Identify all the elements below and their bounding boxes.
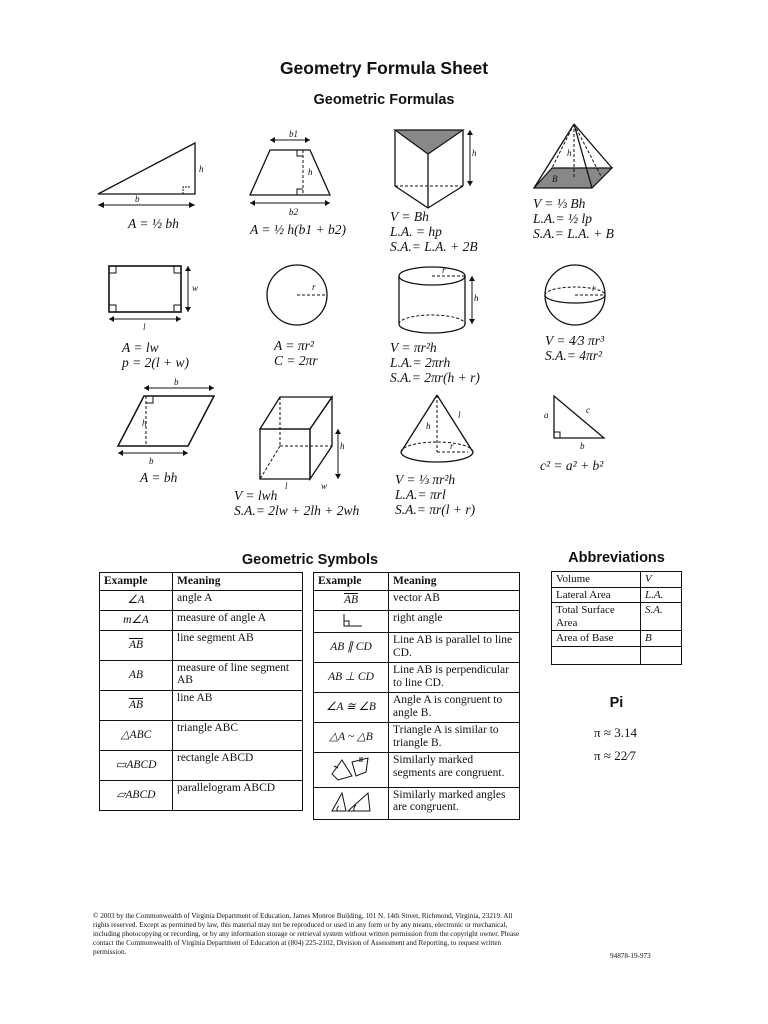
table-row <box>100 780 303 810</box>
abbr-value: V <box>641 572 682 588</box>
cone-figure <box>398 392 488 472</box>
trapezoid-formula-area: A = ½ h(b1 + b2) <box>250 222 346 237</box>
page-title: Geometry Formula Sheet <box>279 58 489 78</box>
pi-approx-decimal: π ≈ 3.14 <box>594 725 637 740</box>
symbol-meaning: line segment AB <box>173 630 303 660</box>
table-row <box>552 587 682 603</box>
symbol-meaning: rectangle ABCD <box>173 750 303 780</box>
box-formula-surface: S.A.= 2lw + 2lh + 2wh <box>234 503 360 518</box>
box-label-l: l <box>285 481 288 491</box>
cylinder-formula-lateral: L.A.= 2πrh <box>390 355 451 370</box>
symbol-example: $\overline{AB}$ <box>100 630 173 660</box>
symbol-example: $\overline{AB}$ <box>100 690 173 720</box>
table-row <box>314 693 520 723</box>
abbr-value <box>641 646 682 664</box>
symbol-example: ▭ABCD <box>100 750 173 780</box>
symbol-example: AB ⊥ CD <box>314 663 389 693</box>
table-row <box>100 610 303 630</box>
formulas-heading: Geometric Formulas <box>313 92 455 108</box>
copyright-notice: © 2003 by the Commonwealth of Virginia Department of Education, James Monroe Building, 101 N. 14th Street, Richmond, Virginia, 23219. All rights reserved. Except as permitted by law, this material may not be reproduced or used in any form or by any means, electronic or mechanical, including photocopying or recording, or by any information storage or retrieval system without written permission from the copyright owner. Please contact the Commonwealth of Virginia Department of Education at (804) 225-2102, Division of Assessment and Reporting, to request written permission. <box>93 912 520 956</box>
sphere-formulas <box>545 333 604 363</box>
col-example-header: Example <box>100 573 173 591</box>
rectangle-formula-area: A = lw <box>122 340 159 355</box>
abbreviations-heading: Abbreviations <box>568 550 665 566</box>
triangle-label-h: h <box>199 164 204 174</box>
circle-figure <box>264 262 334 332</box>
marked-angles-symbol <box>328 789 374 815</box>
col-meaning-header: Meaning <box>389 573 520 591</box>
abbr-value: B <box>641 631 682 647</box>
cylinder-figure <box>396 264 491 339</box>
table-row <box>314 787 520 820</box>
col-example-header: Example <box>314 573 389 591</box>
table-row <box>314 590 520 610</box>
sphere-formula-surface: S.A.= 4πr² <box>545 348 603 363</box>
cylinder-label-r: r <box>442 265 446 275</box>
symbols-table-left <box>99 572 303 811</box>
table-row <box>100 750 303 780</box>
table-row <box>552 572 682 588</box>
circle-formula-circumference: C = 2πr <box>274 353 318 368</box>
cone-label-r: r <box>450 441 454 451</box>
marked-segments-symbol <box>328 754 374 782</box>
symbol-example: △A ~ △B <box>314 723 389 753</box>
table-row <box>100 590 303 610</box>
symbol-example: $\overline{AB}$ <box>314 590 389 610</box>
table-row <box>552 646 682 664</box>
sphere-formula-volume: V = 4⁄3 πr³ <box>545 333 605 348</box>
right-angle-symbol <box>336 612 366 628</box>
trapezoid-formulas <box>250 222 346 237</box>
circle-label-r: r <box>312 282 316 292</box>
symbol-example: ∠A <box>100 590 173 610</box>
abbreviations-table <box>551 571 682 665</box>
trapezoid-label-b1: b1 <box>289 129 298 139</box>
right-triangle-label-c: c <box>586 405 590 415</box>
box-label-w: w <box>321 481 328 491</box>
pyramid-formulas <box>533 196 614 241</box>
triangle-figure <box>95 140 215 215</box>
marked-angles-icon <box>314 787 389 820</box>
pyramid-label-h: h <box>567 148 572 158</box>
right-triangle-figure <box>540 392 620 452</box>
table-row <box>552 603 682 631</box>
pi-approx-fraction: π ≈ 22⁄7 <box>594 748 636 763</box>
cylinder-formula-volume: V = πr²h <box>390 340 437 355</box>
box-formulas <box>234 488 359 518</box>
box-label-h: h <box>340 441 345 451</box>
symbols-table-right <box>313 572 520 820</box>
table-row <box>314 753 520 788</box>
right-triangle-formulas <box>540 458 603 473</box>
symbol-meaning: parallelogram ABCD <box>173 780 303 810</box>
box-figure <box>255 394 365 490</box>
symbol-meaning: angle A <box>173 590 303 610</box>
pi-heading: Pi <box>609 695 624 711</box>
right-triangle-label-a: a <box>544 410 549 420</box>
symbol-example: ∠A ≅ ∠B <box>314 693 389 723</box>
rectangle-label-w: w <box>192 283 199 293</box>
parallelogram-figure <box>116 376 226 466</box>
symbol-example: ▱ABCD <box>100 780 173 810</box>
table-header-row <box>314 573 520 591</box>
right-triangle-label-b: b <box>580 441 585 451</box>
cone-formula-volume: V = ⅓ πr²h <box>395 472 456 487</box>
symbol-meaning: Triangle A is similar to triangle B. <box>389 723 520 753</box>
prism-formula-volume: V = Bh <box>390 209 429 224</box>
table-row <box>314 663 520 693</box>
parallelogram-formulas <box>140 470 177 485</box>
triangle-formulas <box>128 216 179 231</box>
abbr-term: Volume <box>552 572 641 588</box>
sphere-label-r: r <box>592 283 596 293</box>
document-code: 94878-19-973 <box>610 952 651 960</box>
box-formula-volume: V = lwh <box>234 488 278 503</box>
circle-formulas <box>274 338 318 368</box>
cone-label-l: l <box>458 410 461 420</box>
prism-figure <box>390 126 490 211</box>
trapezoid-figure <box>245 125 345 220</box>
symbol-meaning: vector AB <box>389 590 520 610</box>
table-row <box>314 723 520 753</box>
symbol-meaning: Line AB is parallel to line CD. <box>389 633 520 663</box>
table-row <box>314 610 520 633</box>
cone-formula-lateral-area: L.A.= πrl <box>395 487 446 502</box>
symbol-meaning: measure of line segment AB <box>173 660 303 690</box>
rectangle-label-l: l <box>143 322 146 332</box>
symbol-meaning: triangle ABC <box>173 720 303 750</box>
table-row <box>100 630 303 660</box>
abbr-value: S.A. <box>641 603 682 631</box>
pyramid-formula-lateral: L.A.= ½ lp <box>533 211 592 226</box>
cylinder-formulas <box>390 340 480 385</box>
cylinder-formula-surface: S.A.= 2πr(h + r) <box>390 370 480 385</box>
pyramid-formula-volume: V = ⅓ Bh <box>533 196 586 211</box>
abbr-term <box>552 646 641 664</box>
symbol-meaning: Similarly marked angles are congruent. <box>389 787 520 820</box>
parallelogram-label-b-top: b <box>174 377 179 387</box>
trapezoid-label-h: h <box>308 167 313 177</box>
table-row <box>100 660 303 690</box>
table-row <box>100 720 303 750</box>
circle-formula-area: A = πr² <box>274 338 314 353</box>
rectangle-formula-perimeter: p = 2(l + w) <box>122 355 189 370</box>
symbol-meaning: Similarly marked segments are congruent. <box>389 753 520 788</box>
triangle-label-b: b <box>135 194 140 204</box>
table-header-row <box>100 573 303 591</box>
pythagorean-formula: c² = a² + b² <box>540 458 604 473</box>
table-row <box>552 631 682 647</box>
abbr-value: L.A. <box>641 587 682 603</box>
cylinder-label-h: h <box>474 293 479 303</box>
symbol-meaning: line AB <box>173 690 303 720</box>
symbol-meaning: Line AB is perpendicular to line CD. <box>389 663 520 693</box>
symbol-meaning: measure of angle A <box>173 610 303 630</box>
rectangle-formulas <box>122 340 189 370</box>
symbol-meaning: right angle <box>389 610 520 633</box>
rectangle-figure <box>105 262 205 334</box>
pyramid-figure <box>530 122 640 194</box>
symbol-example: AB <box>100 660 173 690</box>
cone-formula-surface: S.A.= πr(l + r) <box>395 502 476 517</box>
cone-label-h: h <box>426 421 431 431</box>
parallelogram-formula-area: A = bh <box>140 470 178 485</box>
cone-formulas <box>395 472 475 517</box>
marked-segments-icon <box>314 753 389 788</box>
col-meaning-header: Meaning <box>173 573 303 591</box>
symbols-heading: Geometric Symbols <box>241 552 379 568</box>
symbol-example: △ABC <box>100 720 173 750</box>
table-row <box>314 633 520 663</box>
parallelogram-label-h: h <box>142 418 147 428</box>
pyramid-formula-surface: S.A.= L.A. + B <box>533 226 614 241</box>
pyramid-label-B: B <box>552 174 558 184</box>
symbol-example: AB ∥ CD <box>314 633 389 663</box>
prism-formula-lateral: L.A. = hp <box>390 224 442 239</box>
sphere-figure <box>542 262 614 334</box>
abbr-term: Total Surface Area <box>552 603 641 631</box>
table-row <box>100 690 303 720</box>
prism-label-h: h <box>472 148 477 158</box>
triangle-formula-area: A = ½ bh <box>128 216 179 231</box>
abbr-term: Lateral Area <box>552 587 641 603</box>
abbr-term: Area of Base <box>552 631 641 647</box>
trapezoid-label-b2: b2 <box>289 207 298 217</box>
parallelogram-label-b-bottom: b <box>149 456 154 466</box>
prism-formula-surface: S.A.= L.A. + 2B <box>390 239 478 254</box>
symbol-meaning: Angle A is congruent to angle B. <box>389 693 520 723</box>
right-angle-icon <box>314 610 389 633</box>
prism-formulas <box>390 209 478 254</box>
symbol-example: m∠A <box>100 610 173 630</box>
